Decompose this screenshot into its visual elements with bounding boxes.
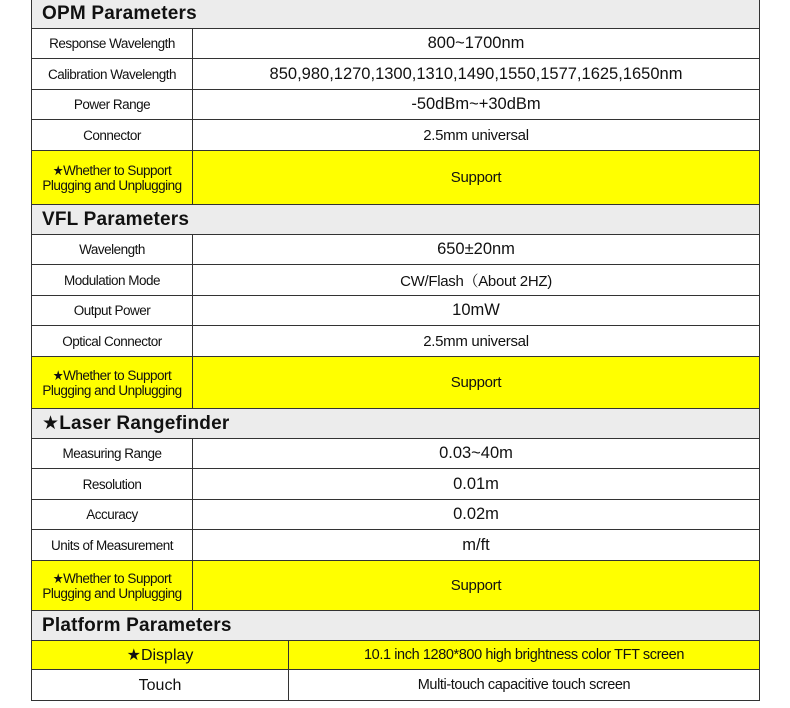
- table-row-highlight: [32, 151, 759, 205]
- table-row: [32, 296, 759, 326]
- table-row: [32, 530, 759, 561]
- row-value: 10.1 inch 1280*800 high brightness color TFT screen: [363, 647, 685, 663]
- row-label: Accuracy: [32, 500, 193, 529]
- row-value: m/ft: [462, 535, 490, 554]
- row-label: [32, 357, 193, 408]
- row-label: Measuring Range: [32, 439, 193, 468]
- row-value: 2.5mm universal: [423, 126, 529, 144]
- table-row: [32, 59, 759, 90]
- section-title-vfl: VFL Parameters: [32, 205, 759, 235]
- row-label: Connector: [32, 120, 193, 150]
- row-value: Support: [450, 577, 502, 594]
- row-label: Calibration Wavelength: [32, 59, 193, 89]
- row-value: 0.02m: [453, 505, 499, 523]
- row-value: 0.01m: [453, 474, 499, 493]
- row-label: Optical Connector: [32, 326, 193, 356]
- row-value: 10mW: [452, 301, 500, 319]
- row-value: Support: [450, 374, 502, 391]
- label-line: Plugging and Unplugging: [42, 382, 182, 398]
- row-value: 850,980,1270,1300,1310,1490,1550,1577,1625,1650nm: [269, 64, 683, 83]
- row-label: Wavelength: [32, 235, 193, 264]
- table-row: [32, 120, 759, 151]
- table-row-highlight: [32, 641, 759, 670]
- row-value: 0.03~40m: [439, 444, 513, 462]
- row-value: Support: [450, 169, 502, 186]
- table-row: [32, 469, 759, 500]
- section-title-opm: OPM Parameters: [32, 0, 759, 29]
- row-label: [32, 151, 193, 204]
- row-value: 800~1700nm: [427, 34, 525, 52]
- section-title-platform: Platform Parameters: [32, 611, 759, 641]
- row-label: Modulation Mode: [32, 265, 193, 295]
- label-line: Plugging and Unplugging: [42, 585, 182, 601]
- row-label: Units of Measurement: [32, 530, 193, 560]
- row-value: Multi-touch capacitive touch screen: [417, 677, 631, 693]
- table-row-highlight: [32, 357, 759, 409]
- row-label: Touch: [32, 670, 289, 700]
- row-label: [32, 561, 193, 610]
- label-line: Plugging and Unplugging: [42, 177, 182, 193]
- table-row: [32, 29, 759, 59]
- table-row: [32, 265, 759, 296]
- row-label: ★Display: [32, 641, 289, 669]
- row-value: 2.5mm universal: [423, 332, 529, 350]
- row-value: -50dBm~+30dBm: [411, 95, 541, 113]
- row-label: Power Range: [32, 90, 193, 119]
- label-line: ★Whether to Support: [52, 570, 172, 586]
- label-line: ★Whether to Support: [52, 367, 172, 383]
- table-row: [32, 326, 759, 357]
- table-row-highlight: [32, 561, 759, 611]
- label-line: ★Whether to Support: [52, 162, 172, 178]
- table-row: [32, 90, 759, 120]
- table-row: [32, 439, 759, 469]
- table-row: [32, 670, 759, 701]
- row-label: Output Power: [32, 296, 193, 325]
- spec-table: [31, 0, 760, 701]
- row-value: CW/Flash（About 2HZ): [400, 272, 552, 290]
- table-row: [32, 235, 759, 265]
- row-value: 650±20nm: [437, 240, 515, 258]
- section-title-laser: ★Laser Rangefinder: [32, 409, 759, 439]
- table-row: [32, 500, 759, 530]
- row-label: Response Wavelength: [32, 29, 193, 58]
- row-label: Resolution: [32, 469, 193, 499]
